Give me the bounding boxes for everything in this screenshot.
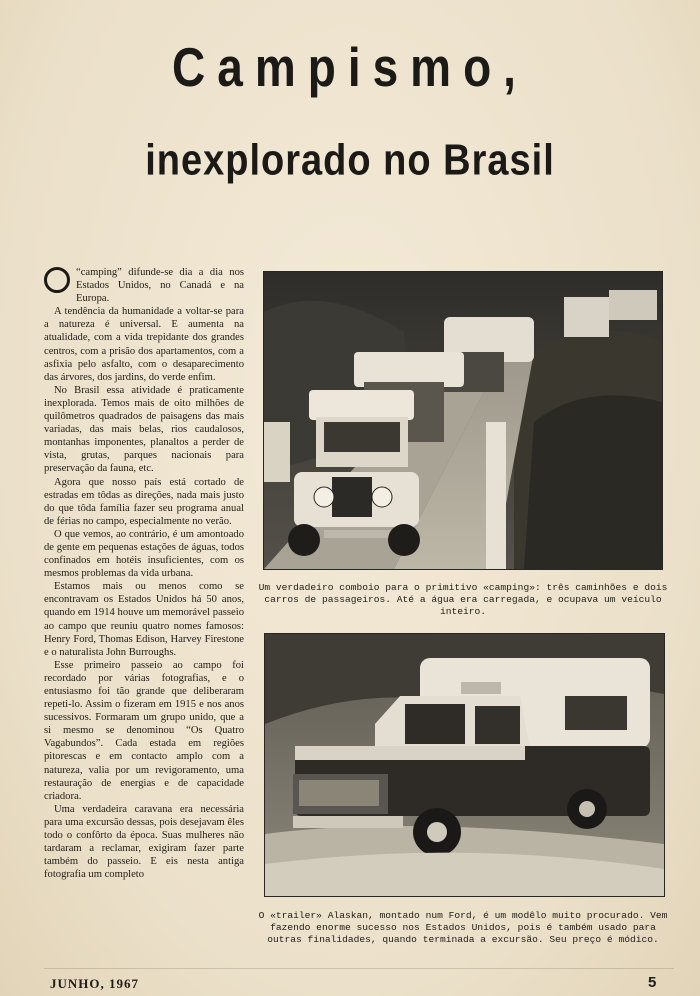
article-paragraph: No Brasil essa atividade é praticamente inexplorada. Temos mais de oito milhões de quilômetros quadrados de paisagens das mais variadas, das mais belas, rios caudalosos, montanhas imponentes, planaltos a perder de vista, grutas, parques nacionais para preservação da fauna, etc. — [44, 384, 244, 475]
article-paragraph: A tendência da humanidade a voltar-se para a natureza é universal. E aumenta na atualidade, com a vida trepidante dos grandes centros, com a prisão dos apartamentos, com a asfixia pelo asfalto, com o desaparecimento das árvores, dos jardins, do verde enfim. — [44, 306, 244, 383]
article-column — [44, 266, 244, 881]
page-number: 5 — [648, 974, 657, 991]
article-paragraph: Estamos mais ou menos como se encontravam os Estados Unidos há 50 anos, quando em 1914 houve um memorável passeio ao campo que reuniu quatro nomes famosos: Henry Ford, Thomas Edison, Harvey Firestone e o naturalista John Burroughs. — [44, 581, 244, 658]
issue-date: JUNHO, 1967 — [50, 976, 139, 991]
headline: Campismo, — [172, 36, 528, 98]
footer-divider — [44, 968, 674, 969]
article-paragraph: Uma verdadeira caravana era necessária para uma excursão dessas, pois desejavam êles todo o confôrto da época. Suas mulheres não tardaram a reclamar, exigiram fazer parte também do passeio. E eis nesta antiga fotografia um completo — [44, 803, 244, 881]
article-paragraph: Agora que nosso país está cortado de estradas em tôdas as direções, nada mais justo do que tôda família fazer seu programa anual de férias no campo, especialmente no verão. — [44, 476, 244, 527]
camper-photo-caption: O «trailer» Alaskan, montado num Ford, é um modêlo muito procurado. Vem fazendo enorme sucesso nos Estados Unidos, pois é também usado para outras finalidades, quando terminada a excursão. Seu preço é módico. — [258, 910, 668, 946]
convoy-photo-illustration — [264, 272, 662, 569]
article-paragraph: “camping” difunde-se dia a dia nos Estados Unidos, no Canadá e na Europa. — [76, 267, 244, 305]
camper-photo-illustration — [265, 634, 664, 896]
article-paragraph: Esse primeiro passeio ao campo foi recordado por várias fotografias, e o entusiasmo foi tão grande que deliberaram repeti-lo. Assim o fizeram em 1915 e nos anos sucessivos. Formaram um grupo unido, que a si mesmo se denominou “Os Quatro Vagabundos”. Cada estada em regiões pitorescas e em contacto amplo com a natureza, valia por um revigoramento, uma restauração de energias e de capacidade criadora. — [44, 659, 244, 802]
subheadline: inexplorado no Brasil — [145, 136, 555, 186]
article-paragraph: O que vemos, ao contrário, é um amontoado de gente em pequenas estações de águas, todos confinados em hotéis insuficientes, com os mesmos problemas da vida urbana. — [44, 528, 244, 580]
convoy-photo-caption: Um verdadeiro comboio para o primitivo «camping»: três caminhões e dois carros de passageiros. Até a água era carregada, e ocupava um veículo inteiro. — [258, 582, 668, 618]
camper-photo — [264, 633, 665, 897]
convoy-photo — [263, 271, 663, 570]
drop-cap-letter — [44, 267, 70, 293]
